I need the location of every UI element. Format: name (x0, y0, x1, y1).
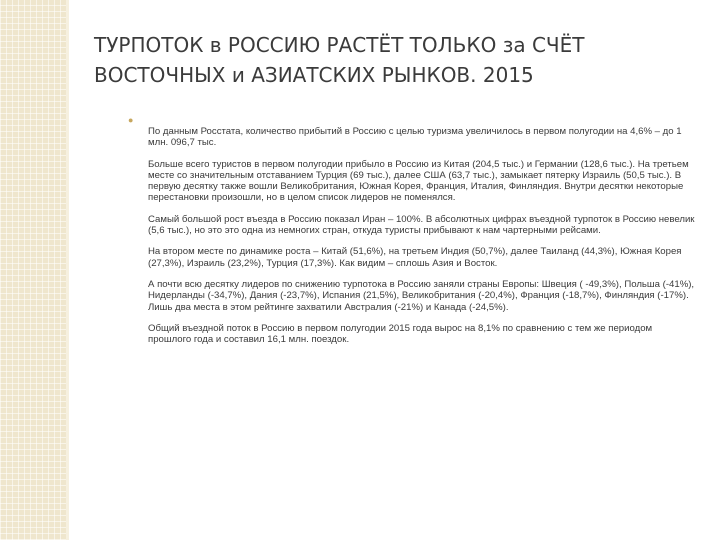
paragraph-total-flow: Общий въездной поток в Россию в первом полугодии 2015 года вырос на 8,1% по сравнению с тем же периодом прошлого года и составил 16,1 млн. поездок. (148, 322, 653, 346)
slide-body-text (148, 126, 696, 355)
paragraph-iran-growth: Самый большой рост въезда в Россию показал Иран – 100%. В абсолютных цифрах въездной турпоток в Россию невелик (5,6 тыс.), но это это одна из немногих стран, откуда туристы прибывают к нам чартерными рейсами. (148, 213, 695, 237)
paragraph-top-countries: Больше всего туристов в первом полугодии прибыло в Россию из Китая (204,5 тыс.) и Германии (128,6 тыс.). На третьем месте со значительным отставанием Турция (69 тыс.), далее США (63,7 тыс.), замыкает пятерку Израиль (50,5 тыс.). В первую десятку также вошли Великобритания, Южная Корея, Франция, Италия, Финляндия. Внутри десятки некоторые перестановки произошли, но в целом список лидеров не поменялся. (148, 158, 689, 204)
paragraph-europe-decline: А почти всю десятку лидеров по снижению турпотока в Россию заняли страны Европы: Швеция ( -49,3%), Польша (-41%), Нидерланды (-34,7%), Дания (-23,7%), Испания (21,5%), Великобритания (-20,4%), Франция (-18,7%), Финляндия (-17%). Лишь два места в этом рейтинге захватили Австралия (-21%) и Канада (-24,5%). (148, 278, 695, 313)
slide-title: ТУРПОТОК в РОССИЮ РАСТЁТ ТОЛЬКО за СЧЁТ ВОСТОЧНЫХ и АЗИАТСКИХ РЫНКОВ. 2015 (94, 33, 585, 87)
paragraph-growth-dynamics: На втором месте по динамике роста – Китай (51,6%), на третьем Индия (50,7%), далее Таиланд (44,3%), Южная Корея (27,3%), Израиль (23,2%), Турция (17,3%). Как видим – сплошь Азия и Восток. (148, 246, 682, 269)
strip-edge-divider (66, 0, 69, 540)
paragraph-growth-summary: По данным Росстата, количество прибытий в Россию с целью туризма увеличилось в первом полугодии на 4,6% – до 1 млн. 096,7 тыс. (148, 126, 682, 149)
decorative-side-strip (0, 0, 66, 540)
bullet-dot-icon: ● (128, 115, 134, 125)
